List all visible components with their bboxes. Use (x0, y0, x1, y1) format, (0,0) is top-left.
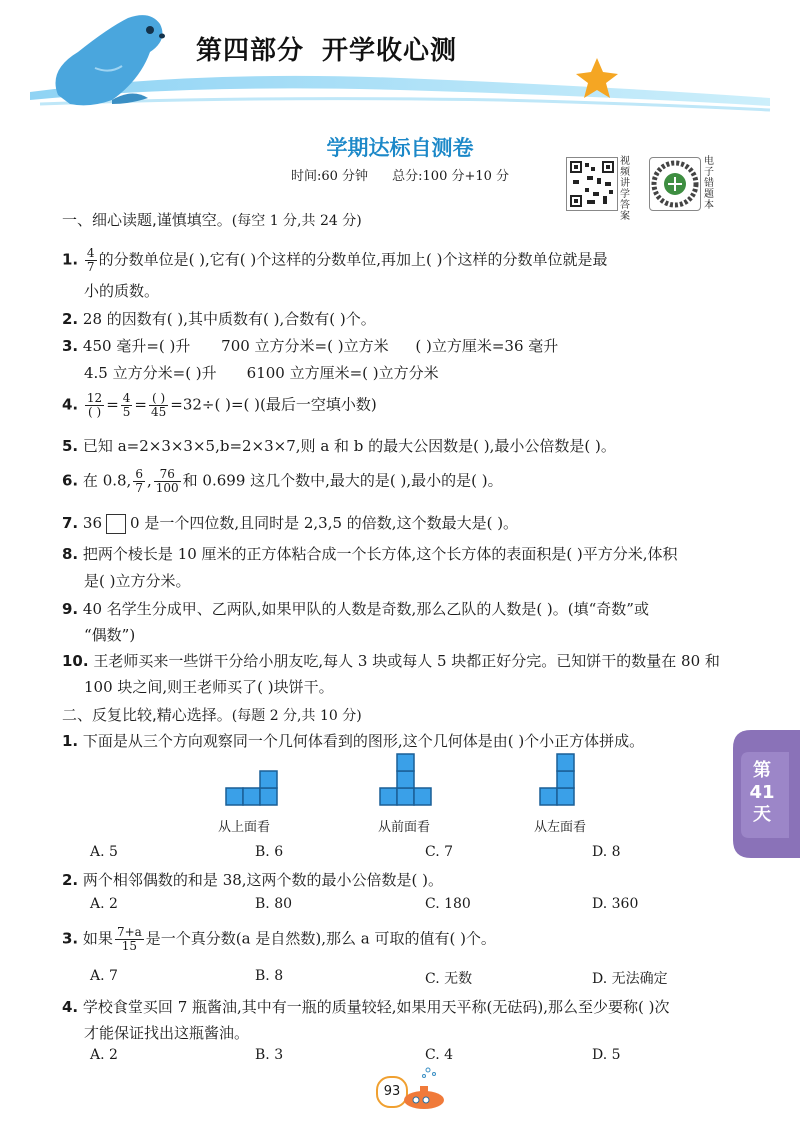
choice-1-option-b[interactable]: B. 6 (255, 844, 284, 860)
submarine-icon (400, 1064, 448, 1114)
front-view-cube (414, 788, 431, 805)
part-heading: 第四部分 开学收心测 (196, 36, 458, 66)
exam-title: 学期达标自测卷 (326, 136, 474, 160)
choice-4-option-c[interactable]: C. 4 (425, 1047, 454, 1063)
front-view-cube (397, 788, 414, 805)
day-label: 第 41 天 (749, 760, 775, 825)
choice-4: 4. 学校食堂买回 7 瓶酱油,其中有一瓶的质量较轻,如果用天平称(无砝码),那么至少要称( )次 (62, 998, 670, 1016)
left-view-cube (557, 754, 574, 771)
view-label-front: 从前面看 (377, 820, 430, 835)
top-view-cube (243, 788, 260, 805)
video-qr-label: 视频讲学答案 (620, 156, 630, 222)
choice-1-option-a[interactable]: A. 5 (90, 844, 118, 860)
wrongbook-qr-code[interactable] (649, 157, 701, 211)
choice-3-option-b[interactable]: B. 8 (255, 968, 284, 984)
choice-2-option-d[interactable]: D. 360 (592, 896, 639, 912)
question-10: 10. 王老师买来一些饼干分给小朋友吃,每人 3 块或每人 5 块都正好分完。已知饼干的数量在 80 和 (62, 652, 720, 670)
question-2: 2. 28 的因数有( ),其中质数有( ),合数有( )个。 (62, 310, 376, 328)
view-label-left: 从左面看 (533, 820, 586, 835)
choice-3: 3. 如果 $\frac{7+a}{15}$ 是一个真分数(a 是自然数),那么 a 可取的值有( )个。 (62, 925, 496, 953)
video-qr-code[interactable] (566, 157, 618, 211)
question-3-cont: 4.5 立方分米=( )升 6100 立方厘米=( )立方分米 (84, 364, 439, 382)
section-2-heading: 二、反复比较,精心选择。(每题 2 分,共 10 分) (62, 706, 362, 724)
left-view-cube (557, 771, 574, 788)
choice-4-cont: 才能保证找出这瓶酱油。 (84, 1024, 250, 1042)
seal-mascot-icon (56, 15, 166, 105)
question-6: 6. 在 0.8, $\frac{6}{7}$ , $\frac{76}{100}$ 和 0.699 这几个数中,最大的是( ),最小的是( )。 (62, 467, 503, 495)
choice-4-option-d[interactable]: D. 5 (592, 1047, 621, 1063)
choice-4-option-b[interactable]: B. 3 (255, 1047, 284, 1063)
top-view-cube (226, 788, 243, 805)
question-9-cont: “偶数”) (84, 626, 136, 644)
front-view-cube (397, 771, 414, 788)
choice-1-option-c[interactable]: C. 7 (425, 844, 454, 860)
choice-1-option-d[interactable]: D. 8 (592, 844, 621, 860)
choice-3-option-a[interactable]: A. 7 (90, 968, 118, 984)
page-number: 93 (376, 1076, 408, 1108)
question-8: 8. 把两个棱长是 10 厘米的正方体粘合成一个长方体,这个长方体的表面积是( )平方分米,体积 (62, 545, 678, 563)
left-view-cube (557, 788, 574, 805)
top-view-cube (260, 788, 277, 805)
choice-3-option-c[interactable]: C. 无数 (425, 971, 473, 987)
choice-2-option-a[interactable]: A. 2 (90, 896, 118, 912)
front-view-cube (380, 788, 397, 805)
choice-4-option-a[interactable]: A. 2 (90, 1047, 118, 1063)
question-8-cont: 是( )立方分米。 (84, 572, 191, 590)
front-view-cube (397, 754, 414, 771)
question-1: 1. $\frac{4}{7}$ 的分数单位是( ),它有( )个这样的分数单位,再加上( )个这样的分数单位就是最 (62, 246, 608, 274)
choice-1: 1. 下面是从三个方向观察同一个几何体看到的图形,这个几何体是由( )个小正方体拼成。 (62, 732, 645, 750)
question-3: 3. 450 毫升=( )升 700 立方分米=( )立方米 ( )立方厘米=36 毫升 (62, 337, 559, 355)
left-view-cube (540, 788, 557, 805)
cube-views-figure (220, 752, 600, 812)
choice-3-option-d[interactable]: D. 无法确定 (592, 971, 668, 987)
choice-2: 2. 两个相邻偶数的和是 38,这两个数的最小公倍数是( )。 (62, 871, 444, 889)
choice-2-option-c[interactable]: C. 180 (425, 896, 471, 912)
total-score: 总分:100 分+10 分 (392, 169, 510, 184)
choice-2-option-b[interactable]: B. 80 (255, 896, 293, 912)
question-5: 5. 已知 a=2×3×3×5,b=2×3×7,则 a 和 b 的最大公因数是( ),最小公倍数是( )。 (62, 437, 616, 455)
question-10-cont: 100 块之间,则王老师买了( )块饼干。 (84, 678, 334, 696)
view-label-top: 从上面看 (217, 820, 270, 835)
section-1-heading: 一、细心读题,谨慎填空。(每空 1 分,共 24 分) (62, 211, 362, 229)
question-1-cont: 小的质数。 (84, 282, 160, 300)
top-view-cube (260, 771, 277, 788)
question-4: 4. $\frac{12}{( )}$ = $\frac{4}{5}$ = $\frac{( )}{45}$ =32÷( )=( )(最后一空填小数) (62, 391, 377, 419)
time-limit: 时间:60 分钟 (290, 169, 368, 184)
digit-blank-box[interactable] (106, 514, 126, 534)
question-7: 7. 36 0 是一个四位数,且同时是 2,3,5 的倍数,这个数最大是( )。 (62, 514, 519, 532)
question-9: 9. 40 名学生分成甲、乙两队,如果甲队的人数是奇数,那么乙队的人数是( )。(填“奇数”或 (62, 600, 649, 618)
wrongbook-qr-label: 电子错题本 (704, 156, 714, 211)
